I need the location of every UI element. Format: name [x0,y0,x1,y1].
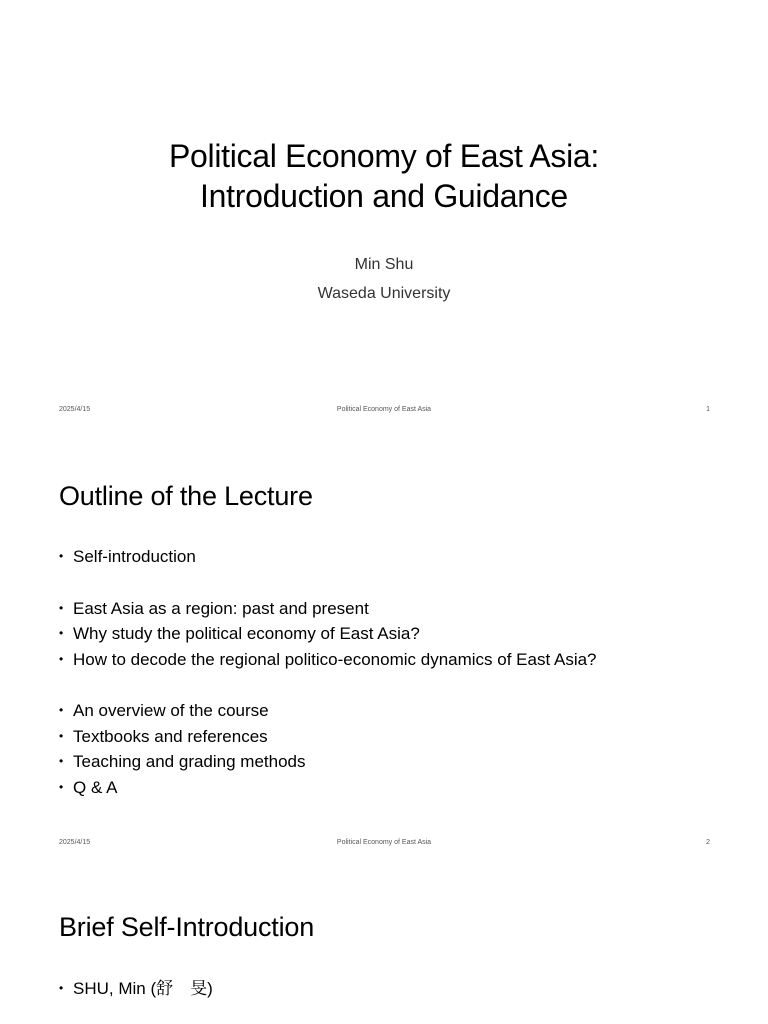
list-item [59,976,213,1002]
footer-title: Political Economy of East Asia [336,406,432,413]
list-item-text: East Asia as a region: past and present [73,598,369,618]
list-item [59,596,597,622]
bullet-icon: • [59,728,64,743]
title-line-2: Introduction and Guidance [200,178,568,214]
list-item [59,544,597,570]
list-item [59,749,597,775]
list-item-text: Why study the political economy of East Asia? [73,624,420,643]
slide-subtitle [0,250,768,308]
list-item [59,621,597,647]
list-item-text: How to decode the regional politico-economic dynamics of East Asia? [73,649,597,669]
list-item-text: An overview of the course [73,701,269,720]
footer-page-number: 1 [706,406,710,413]
bullet-icon: • [59,600,64,615]
list-item-text: Textbooks and references [73,726,268,746]
bullet-icon: • [59,754,64,768]
bullet-icon: • [59,981,64,995]
list-item [59,647,597,673]
slide-footer [0,839,768,851]
author-affiliation: Waseda University [317,285,451,302]
bullet-list [59,976,213,1002]
list-item [59,775,597,801]
footer-title: Political Economy of East Asia [336,839,432,846]
author-name: Min Shu [354,256,414,273]
list-item [59,724,597,750]
slide-heading: Outline of the Lecture [59,481,313,511]
list-item-text: Self-introduction [73,547,196,566]
footer-page-number: 2 [706,839,710,846]
bullet-icon: • [59,779,64,794]
slide-3 [0,866,768,1024]
title-line-1: Political Economy of East Asia: [168,138,599,174]
list-item-text: Q & A [73,777,118,797]
footer-date: 2025/4/15 [59,406,91,413]
slide-heading: Brief Self-Introduction [59,912,315,942]
bullet-icon: • [59,651,64,666]
slide-title [0,136,768,216]
footer-date: 2025/4/15 [59,839,91,846]
slide-2 [0,433,768,865]
bullet-list [59,544,597,800]
bullet-icon: • [59,549,64,563]
list-item [59,698,597,724]
list-item-text: Teaching and grading methods [73,752,306,771]
bullet-icon: • [59,703,64,717]
bullet-icon: • [59,626,64,640]
list-item-text: SHU, Min (舒 旻) [73,979,213,998]
slide-footer [0,406,768,418]
slide-1 [0,0,768,432]
